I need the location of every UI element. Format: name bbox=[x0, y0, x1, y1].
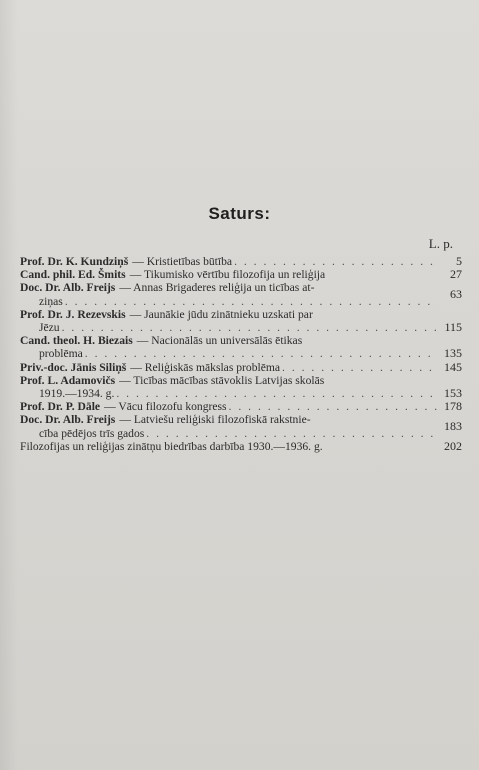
entry-title-continued: problēma bbox=[39, 347, 83, 361]
toc-entry bbox=[20, 399, 462, 414]
entry-title: — Nacionālās un universālās ētikas bbox=[136, 334, 303, 348]
toc-entry bbox=[20, 281, 462, 308]
entry-author: Prof. Dr. K. Kundziņš bbox=[20, 255, 129, 268]
entry-title: — Ticības mācības stāvoklis Latvijas skolās bbox=[119, 373, 325, 387]
entry-page: 202 bbox=[444, 438, 462, 453]
entry-title-continued: Jēzu bbox=[39, 321, 60, 335]
entry-title: — Jaunākie jūdu zinātnieku uzskati par bbox=[129, 307, 313, 321]
dot-leader bbox=[234, 255, 438, 268]
entry-page: 63 bbox=[450, 287, 462, 302]
entry-page: 178 bbox=[444, 399, 462, 414]
dot-leader bbox=[85, 347, 438, 360]
entry-page: 183 bbox=[444, 419, 462, 434]
table-of-contents bbox=[20, 254, 462, 453]
page-title: Saturs: bbox=[208, 204, 271, 223]
entry-title-continued: ziņas bbox=[39, 294, 63, 308]
toc-entry bbox=[20, 307, 462, 335]
entry-title: — Kristietības būtība bbox=[132, 255, 233, 268]
toc-entry bbox=[20, 267, 462, 282]
entry-page: 135 bbox=[444, 346, 462, 361]
dot-leader bbox=[65, 295, 438, 308]
toc-entry bbox=[20, 438, 462, 453]
toc-entry bbox=[20, 334, 462, 361]
entry-title-continued: cība pēdējos trīs gados bbox=[39, 426, 145, 440]
entry-author: Prof. L. Adamovičs bbox=[20, 373, 116, 387]
entry-page: 27 bbox=[450, 267, 462, 282]
toc-entry bbox=[20, 254, 462, 268]
entry-author: Doc. Dr. Alb. Freijs bbox=[20, 281, 116, 295]
dot-leader bbox=[116, 387, 438, 400]
entry-title: — Annas Brigaderes reliģija un ticības at- bbox=[119, 281, 315, 295]
dot-leader bbox=[146, 427, 438, 440]
entry-author: Cand. phil. Ed. Šmits bbox=[20, 268, 126, 282]
entry-page: 115 bbox=[444, 320, 462, 335]
page-column-label: L. p. bbox=[428, 236, 453, 251]
entry-author: Doc. Dr. Alb. Freijs bbox=[20, 413, 116, 427]
entry-title: — Vācu filozofu kongress bbox=[104, 400, 227, 414]
dot-leader bbox=[282, 361, 438, 374]
toc-entry bbox=[20, 373, 462, 401]
entry-author: Prof. Dr. J. Rezevskis bbox=[20, 307, 126, 321]
entry-title: — Tikumisko vērtību filozofija un reliģija bbox=[129, 268, 326, 282]
dot-leader bbox=[229, 400, 438, 413]
dot-leader bbox=[62, 321, 438, 334]
entry-title-continued: 1919.—1934. g. bbox=[39, 387, 115, 401]
entry-title: Filozofijas un reliģijas zinātņu biedrības darbība 1930.—1936. g. bbox=[20, 439, 323, 453]
entry-page: 5 bbox=[456, 254, 462, 268]
entry-author: Cand. theol. H. Biezais bbox=[20, 334, 133, 348]
entry-author: Priv.-doc. Jānis Siliņš bbox=[20, 360, 127, 374]
entry-page: 145 bbox=[444, 359, 462, 374]
toc-entry bbox=[20, 413, 462, 440]
entry-title: — Latviešu reliģiski filozofiskā rakstnie- bbox=[119, 413, 311, 427]
entry-title: — Reliģiskās mākslas problēma bbox=[130, 360, 281, 374]
entry-page: 153 bbox=[444, 386, 462, 401]
entry-author: Prof. Dr. P. Dāle bbox=[20, 400, 101, 414]
toc-entry bbox=[20, 359, 462, 374]
